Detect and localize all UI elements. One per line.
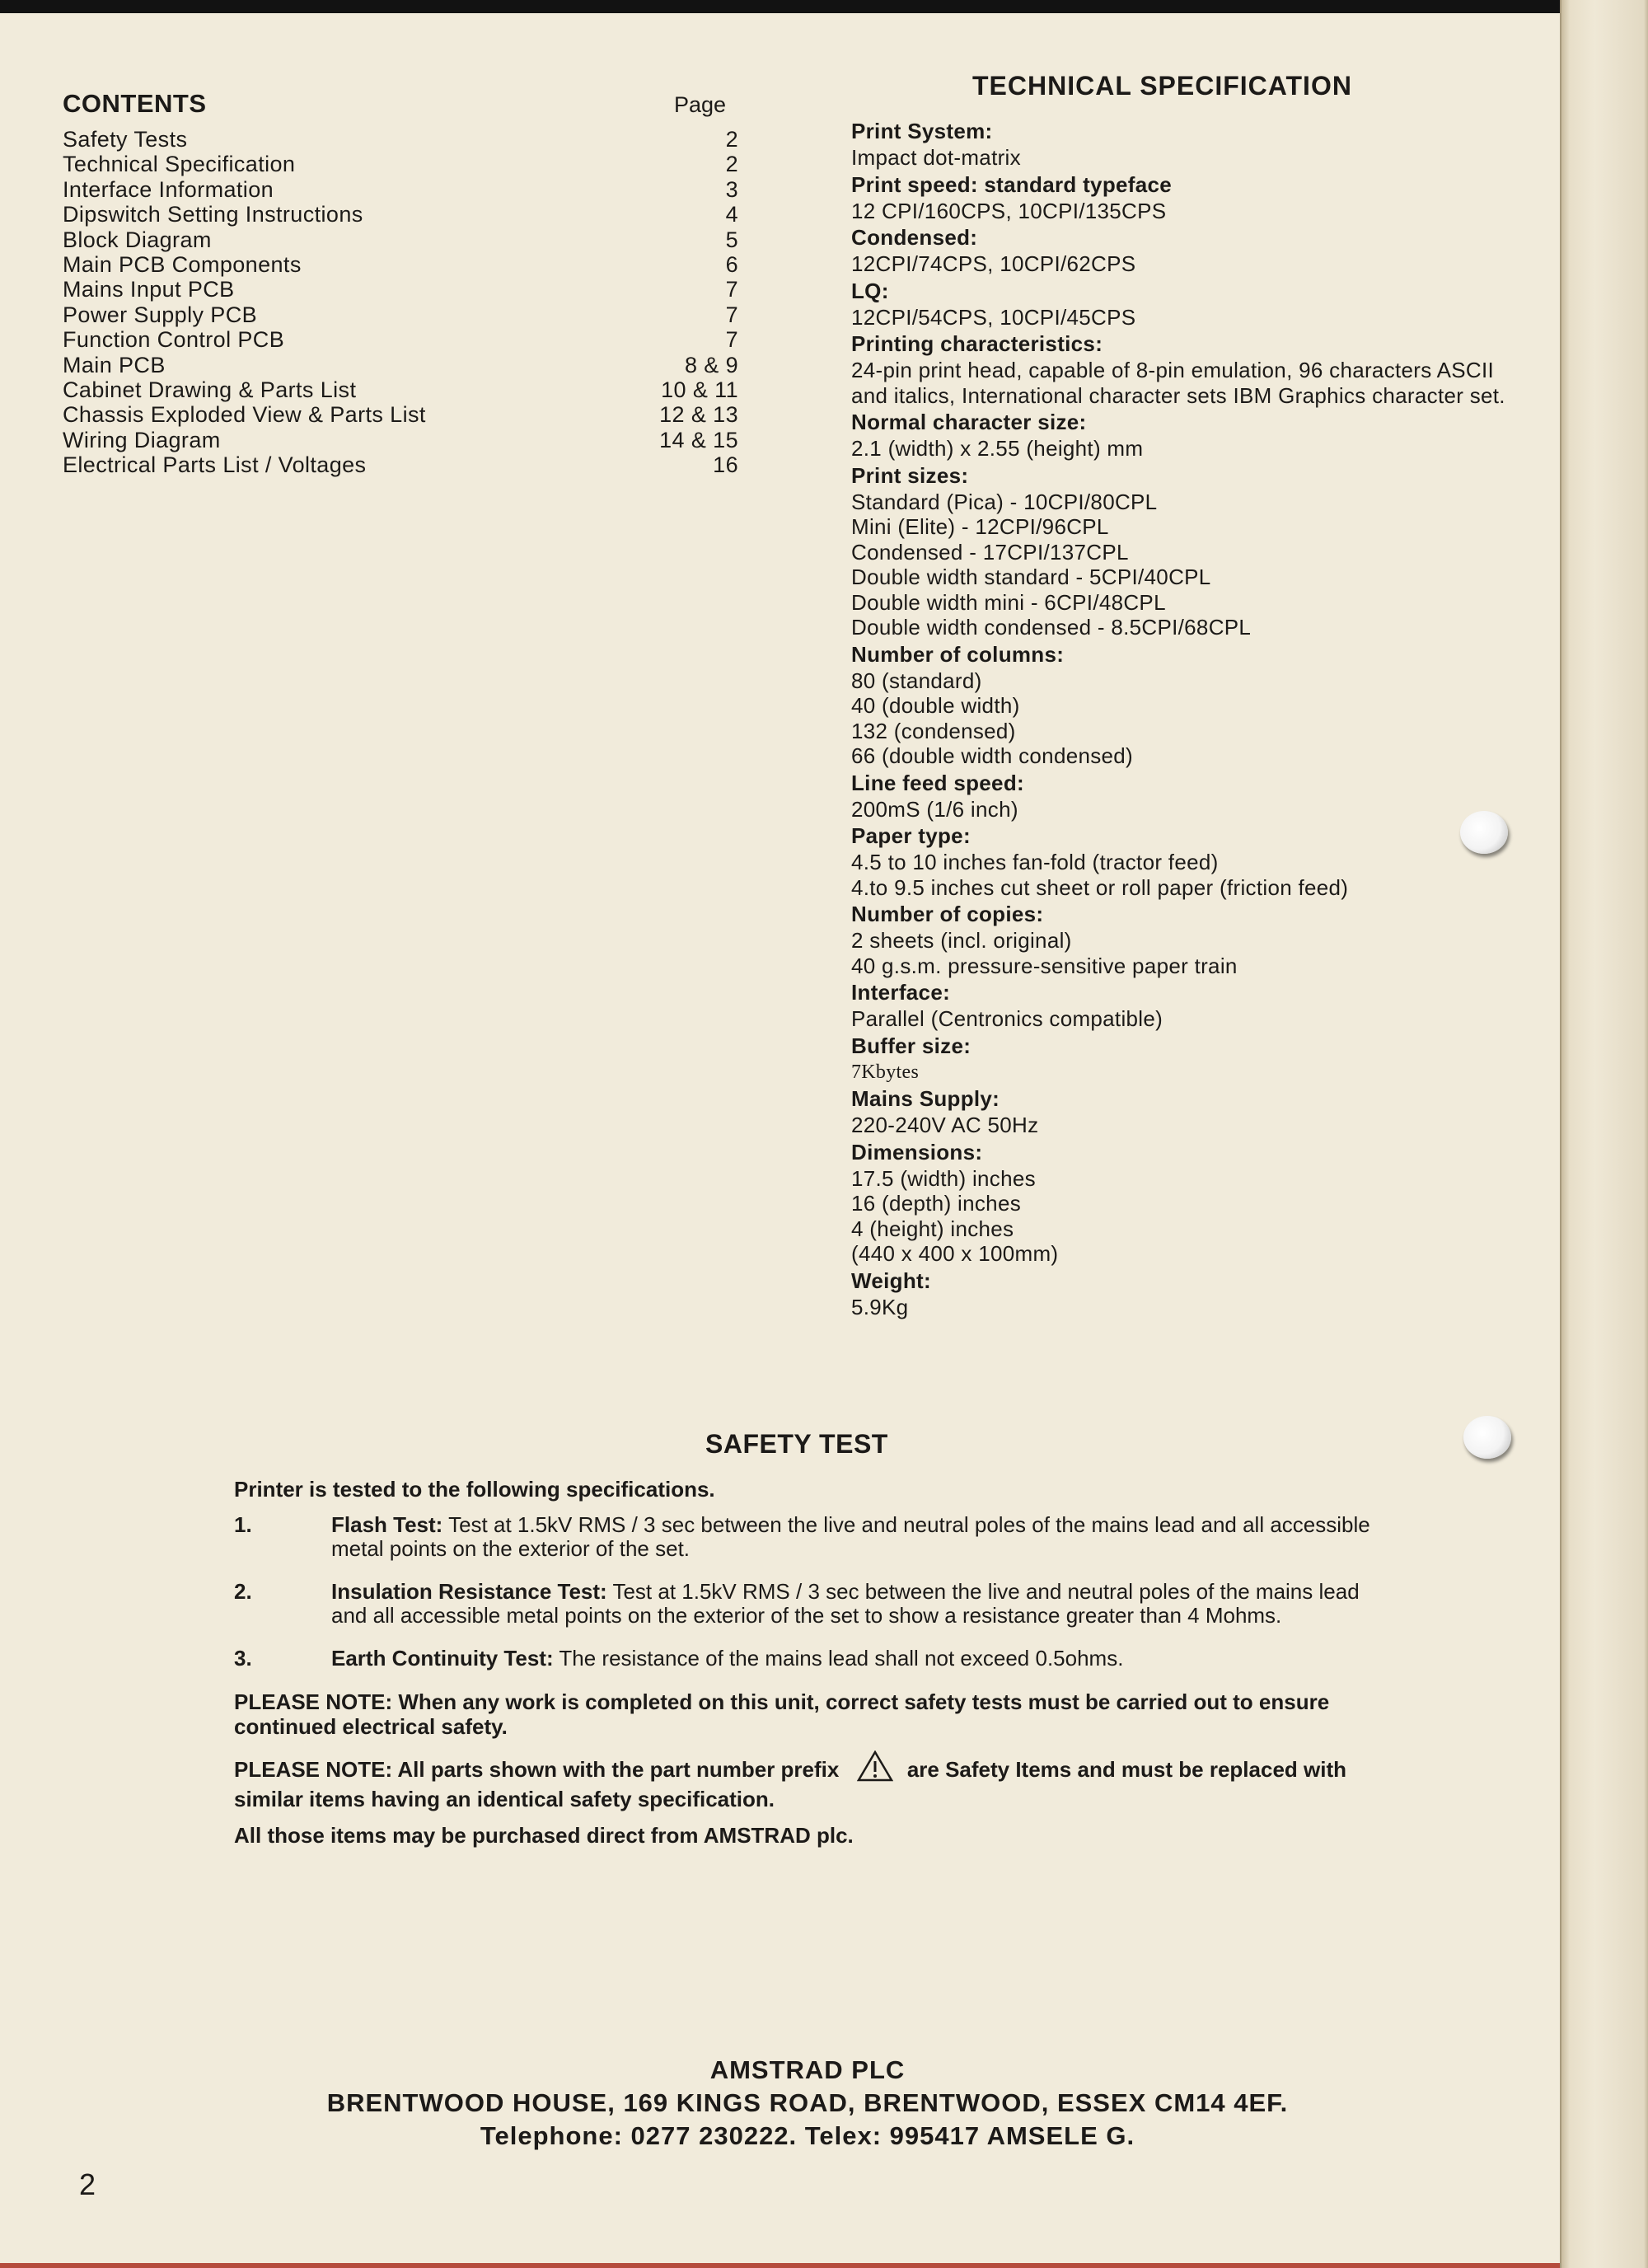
contents-item-title: Mains Input PCB (63, 277, 235, 302)
spec-value: 5.9Kg (851, 1294, 909, 1319)
contents-section (63, 89, 738, 477)
safety-note-2-tail: are Safety Items and must be replaced with similar items having an identical safety specification. (234, 1757, 1346, 1811)
contents-item-page: 14 & 15 (659, 427, 738, 452)
contents-row (63, 152, 738, 176)
contents-row (63, 127, 738, 152)
contents-item-page: 7 (725, 302, 738, 327)
contents-item-title: Electrical Parts List / Voltages (63, 452, 367, 478)
spec-heading: Print sizes: (851, 462, 969, 488)
spec-value: Double width standard - 5CPI/40CPL (851, 565, 1211, 589)
spec-heading: Number of copies: (851, 902, 1044, 926)
safety-item (234, 1647, 1388, 1671)
safety-note-2-lead: PLEASE NOTE: All parts shown with the part number prefix (234, 1757, 840, 1782)
spec-value: 4 (height) inches (851, 1216, 1014, 1241)
contents-row (63, 452, 738, 477)
footer-company: AMSTRAD PLC (709, 2055, 906, 2084)
contents-row (63, 353, 738, 377)
spec-value: 66 (double width condensed) (851, 743, 1133, 768)
contents-item-title: Dipswitch Setting Instructions (63, 202, 363, 227)
contents-item-page: 6 (725, 251, 738, 277)
spec-value: 12CPI/74CPS, 10CPI/62CPS (851, 251, 1136, 276)
spec-value: 220-240V AC 50Hz (851, 1113, 1039, 1137)
footer-contact: Telephone: 0277 230222. Telex: 995417 AMSELE G. (480, 2121, 1135, 2150)
contents-item-page: 8 & 9 (684, 352, 738, 377)
spec-heading: LQ: (851, 278, 889, 303)
spec-value: 2 sheets (incl. original) (851, 928, 1072, 953)
spec-value: 4.5 to 10 inches fan-fold (tractor feed) (851, 850, 1219, 874)
contents-item-page: 7 (725, 277, 738, 302)
contents-row (63, 277, 738, 302)
spec-value: Standard (Pica) - 10CPI/80CPL (851, 489, 1158, 514)
scan-bottom-edge (0, 2263, 1560, 2268)
safety-section (234, 1475, 1388, 1859)
spec-value: 132 (condensed) (851, 718, 1016, 743)
safety-item (234, 1580, 1388, 1628)
spec-heading: Normal character size: (851, 410, 1087, 434)
contents-row (63, 402, 738, 427)
safety-item-number: 1. (234, 1512, 252, 1537)
safety-item-title: Insulation Resistance Test: (331, 1579, 607, 1604)
contents-item-title: Function Control PCB (63, 327, 285, 353)
footer-address: BRENTWOOD HOUSE, 169 KINGS ROAD, BRENTWOOD, ESSEX CM14 4EF. (326, 2088, 1289, 2117)
spec-heading: Print speed: standard typeface (851, 171, 1172, 197)
spec-value: Mini (Elite) - 12CPI/96CPL (851, 514, 1109, 539)
footer (0, 2054, 1615, 2153)
safety-note-1: PLEASE NOTE: When any work is completed on this unit, correct safety tests must be carried out to ensure continued electrical safety. (234, 1689, 1330, 1739)
spec-heading: Print System: (851, 119, 993, 143)
safety-intro: Printer is tested to the following specifications. (234, 1477, 715, 1502)
spec-value: Condensed - 17CPI/137CPL (851, 539, 1129, 565)
spec-heading: Printing characteristics: (851, 331, 1103, 356)
contents-row (63, 302, 738, 327)
safety-item-number: 2. (234, 1579, 252, 1604)
contents-item-page: 2 (725, 152, 738, 177)
spec-heading: Paper type: (851, 823, 971, 848)
contents-row (63, 227, 738, 252)
safety-list (234, 1513, 1388, 1671)
page-number: 2 (79, 2167, 96, 2201)
contents-row (63, 252, 738, 277)
spec-heading: Line feed speed: (851, 770, 1024, 795)
contents-item-title: Technical Specification (63, 152, 296, 177)
spec-value: 80 (standard) (851, 668, 982, 693)
contents-item-title: Block Diagram (63, 227, 212, 252)
spec-heading: Buffer size: (851, 1033, 971, 1058)
contents-row (63, 428, 738, 452)
contents-item-title: Interface Information (63, 176, 274, 202)
contents-item-title: Wiring Diagram (63, 427, 221, 452)
contents-row (63, 177, 738, 202)
scan-top-band (0, 0, 1648, 13)
spec-value: 40 g.s.m. pressure-sensitive paper train (851, 953, 1238, 978)
spec-value: 200mS (1/6 inch) (851, 796, 1018, 822)
spec-value: Double width condensed - 8.5CPI/68CPL (851, 615, 1252, 640)
contents-row (63, 202, 738, 227)
contents-list (63, 127, 738, 477)
spec-list (851, 117, 1535, 1319)
spec-value: 4.to 9.5 inches cut sheet or roll paper (friction feed) (851, 874, 1349, 900)
contents-row (63, 377, 738, 402)
spec-value: Impact dot-matrix (851, 145, 1021, 170)
contents-item-title: Safety Tests (63, 127, 188, 152)
spec-value: Parallel (Centronics compatible) (851, 1006, 1163, 1031)
safety-item-text: Test at 1.5kV RMS / 3 sec between the live and neutral poles of the mains lead and all accessible metal points on the exterior of the set. (331, 1512, 1370, 1561)
contents-item-page: 12 & 13 (659, 402, 738, 428)
contents-item-page: 4 (725, 202, 738, 227)
spec-title: TECHNICAL SPECIFICATION (972, 71, 1352, 101)
safety-item-text: Test at 1.5kV RMS / 3 sec between the live and neutral poles of the mains lead and all accessible metal points on the exterior of the set to show a resistance greater than 4 Mohms. (331, 1579, 1360, 1628)
spec-value: 16 (depth) inches (851, 1191, 1022, 1216)
spec-value: 2.1 (width) x 2.55 (height) mm (851, 436, 1144, 461)
safety-item-number: 3. (234, 1646, 252, 1671)
safety-item (234, 1513, 1388, 1561)
safety-item-text: The resistance of the mains lead shall not exceed 0.5ohms. (553, 1646, 1124, 1671)
safety-title: SAFETY TEST (705, 1429, 888, 1459)
spec-value: 40 (double width) (851, 693, 1020, 718)
contents-item-page: 3 (725, 176, 738, 202)
spec-value: Double width mini - 6CPI/48CPL (851, 589, 1166, 615)
contents-item-title: Chassis Exploded View & Parts List (63, 402, 426, 428)
contents-item-title: Main PCB (63, 352, 166, 377)
spec-heading: Number of columns: (851, 641, 1065, 667)
spec-heading: Mains Supply: (851, 1086, 1000, 1111)
contents-item-title: Power Supply PCB (63, 302, 258, 327)
spec-heading: Interface: (851, 980, 951, 1005)
safety-item-title: Flash Test: (331, 1512, 443, 1537)
contents-page-label: Page (674, 92, 727, 117)
contents-header (63, 89, 738, 127)
safety-item-title: Earth Continuity Test: (331, 1646, 554, 1671)
spec-value: (440 x 400 x 100mm) (851, 1241, 1059, 1266)
safety-note-2 (234, 1750, 1388, 1811)
contents-item-page: 10 & 11 (661, 377, 738, 402)
contents-item-page: 5 (725, 227, 738, 252)
spec-value: 12 CPI/160CPS, 10CPI/135CPS (851, 198, 1167, 223)
spec-heading: Weight: (851, 1268, 931, 1293)
contents-row (63, 327, 738, 352)
contents-title: CONTENTS (63, 89, 207, 118)
contents-item-page: 7 (725, 327, 738, 353)
contents-item-page: 16 (713, 452, 738, 478)
spec-value: 12CPI/54CPS, 10CPI/45CPS (851, 304, 1136, 330)
contents-item-page: 2 (725, 127, 738, 152)
spec-value: 24-pin print head, capable of 8-pin emulation, 96 characters ASCII and italics, International character sets IBM Graphics character set. (851, 358, 1505, 408)
spec-value: 17.5 (width) inches (851, 1165, 1036, 1191)
safety-note-3: All those items may be purchased direct from AMSTRAD plc. (234, 1823, 854, 1848)
spec-heading: Dimensions: (851, 1139, 983, 1164)
page-binding-edge (1560, 0, 1648, 2268)
contents-item-title: Cabinet Drawing & Parts List (63, 377, 357, 402)
spec-value: 7Kbytes (851, 1061, 920, 1083)
contents-item-title: Main PCB Components (63, 251, 302, 277)
punch-hole (1463, 1416, 1511, 1459)
spec-heading: Condensed: (851, 225, 978, 250)
warning-triangle-icon (857, 1750, 893, 1787)
